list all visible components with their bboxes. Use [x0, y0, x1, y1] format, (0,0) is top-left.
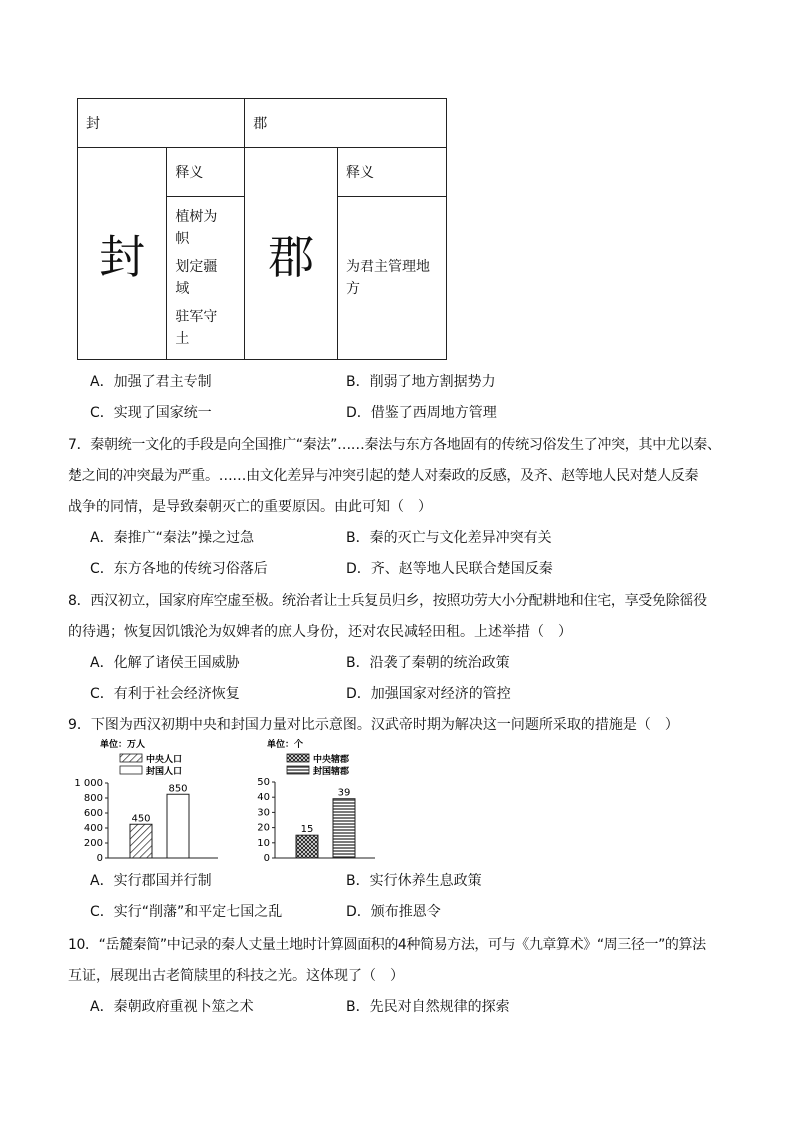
feng-header: 封	[78, 99, 245, 148]
feng-meanings-cell	[167, 197, 245, 360]
bar-value-label: 450	[131, 813, 151, 825]
q7-stem-line-1: 7．秦朝统一文化的手段是向全国推广“秦法”……秦法与东方各地固有的传统习俗发生了冲突，其中尤以秦、	[68, 437, 721, 453]
y-tick-label: 0	[263, 853, 270, 864]
q9-charts	[70, 736, 400, 866]
q8-option-d[interactable]: D．加强国家对经济的管控	[346, 686, 511, 702]
legend-label: 中央辖郡	[313, 755, 350, 765]
bar-value-label: 850	[168, 783, 188, 795]
prefecture-chart	[257, 738, 375, 864]
feng-meaning-label: 释义	[167, 148, 245, 197]
jun-header: 郡	[245, 99, 447, 148]
chart-unit-label: 单位：个	[267, 740, 304, 750]
q6-option-a[interactable]: A．加强了君主专制	[90, 374, 212, 390]
q9-option-d[interactable]: D．颁布推恩令	[346, 904, 441, 920]
q9-option-a[interactable]: A．实行郡国并行制	[90, 873, 212, 889]
q7-option-d[interactable]: D．齐、赵等地人民联合楚国反秦	[346, 561, 553, 577]
q8-stem-line-1: 8．西汉初立，国家府库空虚至极。统治者让士兵复员归乡，按照功劳大小分配耕地和住宅，享受免除徭役	[68, 593, 707, 609]
bar-value-label: 39	[337, 787, 351, 799]
legend-label: 中央人口	[146, 755, 183, 765]
legend-swatch	[287, 754, 309, 762]
q9-option-c[interactable]: C．实行“削藩”和平定七国之乱	[90, 904, 283, 920]
y-tick-label: 1 000	[74, 778, 103, 789]
y-tick-label: 20	[257, 822, 270, 834]
q9-option-b[interactable]: B．实行休养生息政策	[346, 873, 482, 889]
feng-meaning-2: 划定疆域	[175, 259, 218, 297]
q6-option-d[interactable]: D．借鉴了西周地方管理	[346, 405, 497, 421]
jun-meaning-text: 为君主管理地方	[346, 259, 430, 297]
q6-option-c[interactable]: C．实现了国家统一	[90, 405, 212, 421]
feng-seal-script-image: 封	[78, 148, 167, 360]
y-tick-label: 800	[83, 793, 103, 804]
legend-label: 封国辖郡	[313, 767, 350, 777]
chart-unit-label: 单位：万人	[100, 740, 146, 750]
q7-option-c[interactable]: C．东方各地的传统习俗落后	[90, 561, 268, 577]
q10-option-a[interactable]: A．秦朝政府重视卜筮之术	[90, 999, 254, 1015]
q10-stem-line-1: 10．“岳麓秦简”中记录的秦人丈量土地时计算圆面积的4种简易方法，可与《九章算术》“周三径一”的算法	[68, 937, 706, 953]
y-tick-label: 40	[257, 792, 270, 804]
q8-option-b[interactable]: B．沿袭了秦朝的统治政策	[346, 655, 510, 671]
legend-swatch	[120, 766, 142, 774]
jun-seal-script-image: 郡	[245, 148, 338, 360]
q8-option-c[interactable]: C．有利于社会经济恢复	[90, 686, 240, 702]
q7-stem-line-3: 战争的同情，是导致秦朝灭亡的重要原因。由此可知（ ）	[68, 499, 432, 515]
legend-swatch	[287, 766, 309, 774]
y-tick-label: 0	[96, 853, 103, 864]
feng-meaning-3: 驻军守土	[175, 309, 218, 347]
q8-stem-line-2: 的待遇；恢复因饥饿沦为奴婢者的庶人身份，还对农民减轻田租。上述举措（ ）	[68, 624, 572, 640]
y-tick-label: 600	[83, 808, 103, 819]
q10-stem-line-2: 互证，展现出古老简牍里的科技之光。这体现了（ ）	[68, 968, 404, 984]
legend-label: 封国人口	[146, 767, 183, 777]
q6-option-b[interactable]: B．削弱了地方割据势力	[346, 374, 496, 390]
bar-封国人口	[167, 794, 189, 858]
y-tick-label: 400	[83, 823, 103, 834]
jun-meaning-cell	[338, 197, 447, 360]
y-tick-label: 30	[257, 807, 270, 819]
q7-stem-line-2: 楚之间的冲突最为严重。……由文化差异与冲突引起的楚人对秦政的反感，及齐、赵等地人民对楚人反秦	[68, 468, 699, 484]
legend-swatch	[120, 754, 142, 762]
q7-option-b[interactable]: B．秦的灭亡与文化差异冲突有关	[346, 530, 552, 546]
character-definition-table	[77, 98, 447, 360]
bar-中央人口	[130, 824, 152, 858]
y-tick-label: 50	[257, 777, 270, 788]
bar-中央辖郡	[296, 835, 318, 858]
feng-meaning-1: 植树为帜	[175, 209, 218, 247]
bar-封国辖郡	[333, 799, 355, 858]
q10-option-b[interactable]: B．先民对自然规律的探索	[346, 999, 510, 1015]
q9-stem: 9．下图为西汉初期中央和封国力量对比示意图。汉武帝时期为解决这一问题所采取的措施是（ ）	[68, 717, 679, 733]
population-chart	[74, 738, 218, 864]
q8-option-a[interactable]: A．化解了诸侯王国威胁	[90, 655, 240, 671]
y-tick-label: 10	[257, 837, 270, 849]
jun-meaning-label: 释义	[338, 148, 447, 197]
bar-value-label: 15	[300, 824, 314, 836]
q7-option-a[interactable]: A．秦推广“秦法”操之过急	[90, 530, 255, 546]
y-tick-label: 200	[83, 838, 103, 849]
